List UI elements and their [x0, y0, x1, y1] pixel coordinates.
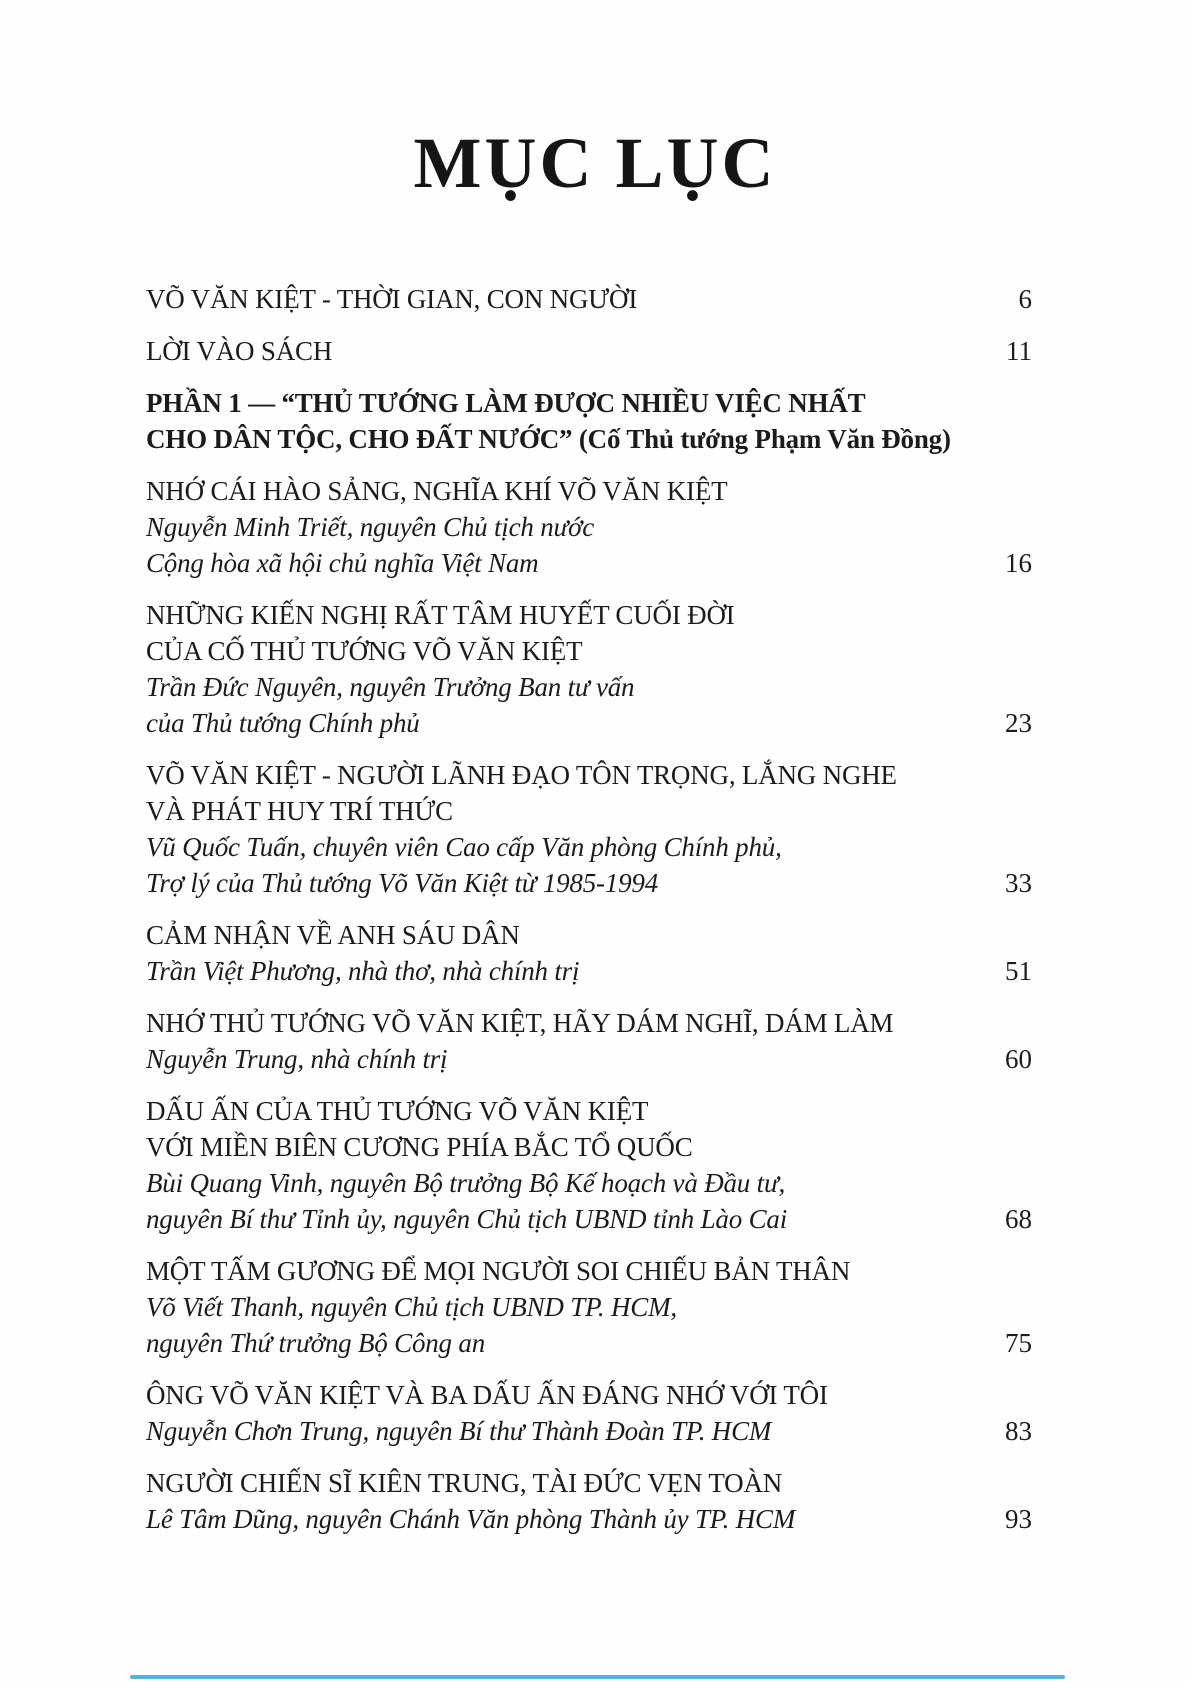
toc-entry-author-line [146, 1325, 1032, 1361]
toc-entry-author-line [146, 1201, 1032, 1237]
toc-entry-text: LỜI VÀO SÁCH [146, 336, 333, 366]
toc-entry-text: ÔNG VÕ VĂN KIỆT VÀ BA DẤU ẤN ĐÁNG NHỚ VỚI TÔI [146, 1380, 828, 1410]
toc-entry-page-number: 83 [1005, 1416, 1032, 1446]
toc-entry-page-number: 93 [1005, 1504, 1032, 1534]
toc-entry-author-line [146, 829, 1032, 865]
toc-entry-page-number: 51 [1005, 956, 1032, 986]
toc-entry-title-line [146, 1129, 1032, 1165]
toc-entry-page-number: 11 [1006, 336, 1032, 366]
toc-entry-author-line [146, 1413, 1032, 1449]
toc-entry-text: Bùi Quang Vinh, nguyên Bộ trưởng Bộ Kế hoạch và Đầu tư, [146, 1168, 786, 1198]
toc-entry-page-number: 16 [1005, 548, 1032, 578]
toc-entry [146, 1093, 1032, 1237]
toc-entry-author-line [146, 669, 1032, 705]
toc-entry-author-line [146, 953, 1032, 989]
toc-entry-text: Nguyễn Trung, nhà chính trị [146, 1044, 448, 1074]
toc-entry-author-line [146, 1041, 1032, 1077]
toc-entry-text: NHỚ THỦ TƯỚNG VÕ VĂN KIỆT, HÃY DÁM NGHĨ, DÁM LÀM [146, 1008, 894, 1038]
toc-entry-title-line [146, 473, 1032, 509]
toc-entry-author-line [146, 865, 1032, 901]
toc-entry-title-line [146, 421, 1032, 457]
toc-entry-title-line [146, 1253, 1032, 1289]
toc-entry-text: Nguyễn Chơn Trung, nguyên Bí thư Thành Đoàn TP. HCM [146, 1416, 772, 1446]
page-title: MỤC LỤC [413, 123, 777, 203]
toc-entry-text: Vũ Quốc Tuấn, chuyên viên Cao cấp Văn phòng Chính phủ, [146, 832, 782, 862]
toc-entry [146, 473, 1032, 581]
toc-entry-author-line [146, 545, 1032, 581]
toc-entry-text: PHẦN 1 — “THỦ TƯỚNG LÀM ĐƯỢC NHIỀU VIỆC NHẤT [146, 388, 866, 418]
toc-entry [146, 333, 1032, 369]
toc-entry-page-number: 23 [1005, 708, 1032, 738]
toc-entry-text: nguyên Thứ trưởng Bộ Công an [146, 1328, 486, 1358]
toc-entry-title-line [146, 385, 1032, 421]
toc-entry-text: CHO DÂN TỘC, CHO ĐẤT NƯỚC” (Cố Thủ tướng Phạm Văn Đồng) [146, 424, 951, 454]
toc-entry-text: NHỮNG KIẾN NGHỊ RẤT TÂM HUYẾT CUỐI ĐỜI [146, 600, 735, 630]
toc-entry [146, 757, 1032, 901]
toc-entry-page-number: 33 [1005, 868, 1032, 898]
toc-entry-title-line [146, 793, 1032, 829]
toc-entry-text: Lê Tâm Dũng, nguyên Chánh Văn phòng Thành ủy TP. HCM [146, 1504, 796, 1534]
toc-entry-text: CỦA CỐ THỦ TƯỚNG VÕ VĂN KIỆT [146, 636, 583, 666]
toc-entry-author-line [146, 705, 1032, 741]
toc-entry-text: Trần Việt Phương, nhà thơ, nhà chính trị [146, 956, 580, 986]
toc-entry [146, 281, 1032, 317]
toc-entry [146, 1465, 1032, 1537]
toc-entry-text: nguyên Bí thư Tỉnh ủy, nguyên Chủ tịch UBND tỉnh Lào Cai [146, 1204, 787, 1234]
toc-entry-author-line [146, 1165, 1032, 1201]
toc-entry-title-line [146, 1465, 1032, 1501]
bottom-accent-line [130, 1675, 1065, 1679]
toc-entry-text: VỚI MIỀN BIÊN CƯƠNG PHÍA BẮC TỔ QUỐC [146, 1132, 693, 1162]
toc-entry-text: của Thủ tướng Chính phủ [146, 708, 420, 738]
toc-entry-page-number: 60 [1005, 1044, 1032, 1074]
toc-entry-text: Trần Đức Nguyên, nguyên Trưởng Ban tư vấn [146, 672, 635, 702]
toc-entry [146, 597, 1032, 741]
toc-entry-page-number: 6 [1018, 284, 1032, 314]
toc-entry-title-line [146, 281, 1032, 317]
toc-entry-text: CẢM NHẬN VỀ ANH SÁU DÂN [146, 920, 520, 950]
toc-entry-text: Cộng hòa xã hội chủ nghĩa Việt Nam [146, 548, 539, 578]
toc-entry-text: VÕ VĂN KIỆT - NGƯỜI LÃNH ĐẠO TÔN TRỌNG, LẮNG NGHE [146, 760, 897, 790]
toc-entry-author-line [146, 1501, 1032, 1537]
toc-entry-text: DẤU ẤN CỦA THỦ TƯỚNG VÕ VĂN KIỆT [146, 1096, 649, 1126]
toc-entry-text: Võ Viết Thanh, nguyên Chủ tịch UBND TP. HCM, [146, 1292, 677, 1322]
toc-entry-title-line [146, 1005, 1032, 1041]
toc-entry-title-line [146, 333, 1032, 369]
toc-entry-page-number: 75 [1005, 1328, 1032, 1358]
toc-entry-text: NGƯỜI CHIẾN SĨ KIÊN TRUNG, TÀI ĐỨC VẸN TOÀN [146, 1468, 783, 1498]
toc-entry-text: VÕ VĂN KIỆT - THỜI GIAN, CON NGƯỜI [146, 284, 638, 314]
toc-entry-title-line [146, 1377, 1032, 1413]
toc-entry-title-line [146, 757, 1032, 793]
toc-entry [146, 1253, 1032, 1361]
toc-entry-text: Trợ lý của Thủ tướng Võ Văn Kiệt từ 1985-1994 [146, 868, 659, 898]
toc-entry-text: MỘT TẤM GƯƠNG ĐỂ MỌI NGƯỜI SOI CHIẾU BẢN THÂN [146, 1256, 851, 1286]
toc-list [146, 281, 1032, 1553]
toc-entry [146, 1377, 1032, 1449]
toc-entry-title-line [146, 917, 1032, 953]
toc-part-heading [146, 385, 1032, 457]
toc-entry-title-line [146, 597, 1032, 633]
toc-entry [146, 917, 1032, 989]
toc-entry-text: NHỚ CÁI HÀO SẢNG, NGHĨA KHÍ VÕ VĂN KIỆT [146, 476, 728, 506]
toc-entry-page-number: 68 [1005, 1204, 1032, 1234]
toc-entry-text: Nguyễn Minh Triết, nguyên Chủ tịch nước [146, 512, 595, 542]
toc-entry-text: VÀ PHÁT HUY TRÍ THỨC [146, 796, 453, 826]
toc-entry [146, 1005, 1032, 1077]
toc-entry-author-line [146, 509, 1032, 545]
toc-entry-title-line [146, 633, 1032, 669]
toc-entry-author-line [146, 1289, 1032, 1325]
toc-entry-title-line [146, 1093, 1032, 1129]
